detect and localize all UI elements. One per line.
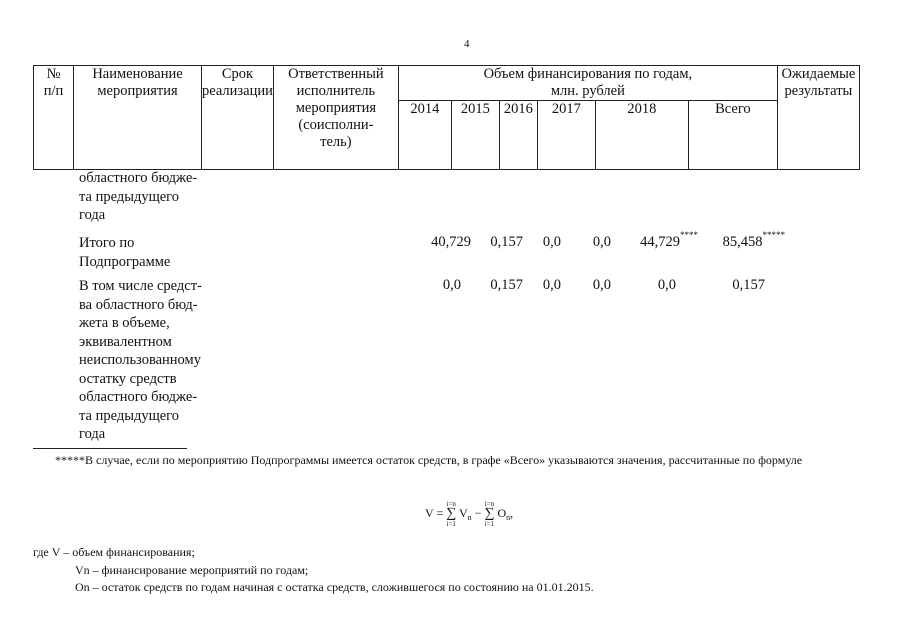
formula: V = i=n ∑ i=1 $V_n$ − i=n ∑ i=1 $O_n$,: [425, 500, 514, 528]
col-header-term: Срок реализации: [202, 66, 274, 170]
header-table: [33, 65, 860, 170]
year-2018: 2018: [595, 101, 688, 170]
col-header-name: Наименование мероприятия: [74, 66, 202, 170]
footnote-separator: [33, 448, 187, 449]
year-2015: 2015: [451, 101, 499, 170]
row-including-label: В том числе средст- ва областного бюд- жета в объеме, эквивалентном неиспользованному остатку средств областного бюдже- та предыдущего года: [79, 278, 202, 442]
footnote-text: *****В случае, если по мероприятию Подпрограммы имеется остаток средств, в графе «Всего» указываются значения, рассчитанные по формуле: [55, 453, 803, 467]
col-header-funding: Объем финансирования по годам, млн. рублей: [398, 66, 777, 101]
incl-2015: 0,157: [490, 277, 523, 293]
where-line: где V – объем финансирования;: [33, 545, 195, 559]
year-total: Всего: [688, 101, 777, 170]
vn-line: Vn – финансирование мероприятий по годам;: [75, 563, 309, 577]
year-2017: 2017: [537, 101, 595, 170]
year-2014: 2014: [398, 101, 451, 170]
total-all: 85,458*****: [722, 230, 785, 250]
incl-2016: 0,0: [542, 277, 561, 293]
incl-2017: 0,0: [592, 277, 611, 293]
incl-2018: 0,0: [657, 277, 676, 293]
incl-2014: 0,0: [442, 277, 461, 293]
page-number: 4: [464, 38, 470, 50]
on-line: On – остаток средств по годам начиная с остатка средств, сложившегося по состоянию на 01.01.2015.: [75, 580, 594, 594]
total-2014: 40,729: [431, 234, 471, 250]
incl-total: 0,157: [732, 277, 765, 293]
col-header-number: № п/п: [34, 66, 74, 170]
total-2017: 0,0: [592, 234, 611, 250]
row-continuation-label: областного бюдже- та предыдущего года: [79, 170, 198, 223]
col-header-results: Ожидаемые результаты: [777, 66, 859, 170]
total-2015: 0,157: [490, 234, 523, 250]
year-2016: 2016: [499, 101, 537, 170]
total-2016: 0,0: [542, 234, 561, 250]
row-total-label: Итого по Подпрограмме: [79, 235, 171, 270]
col-header-executor: Ответственный исполнитель мероприятия (соисполни- тель): [273, 66, 398, 170]
total-2018: 44,729****: [640, 230, 698, 250]
footnote-marker: *****: [55, 453, 85, 467]
